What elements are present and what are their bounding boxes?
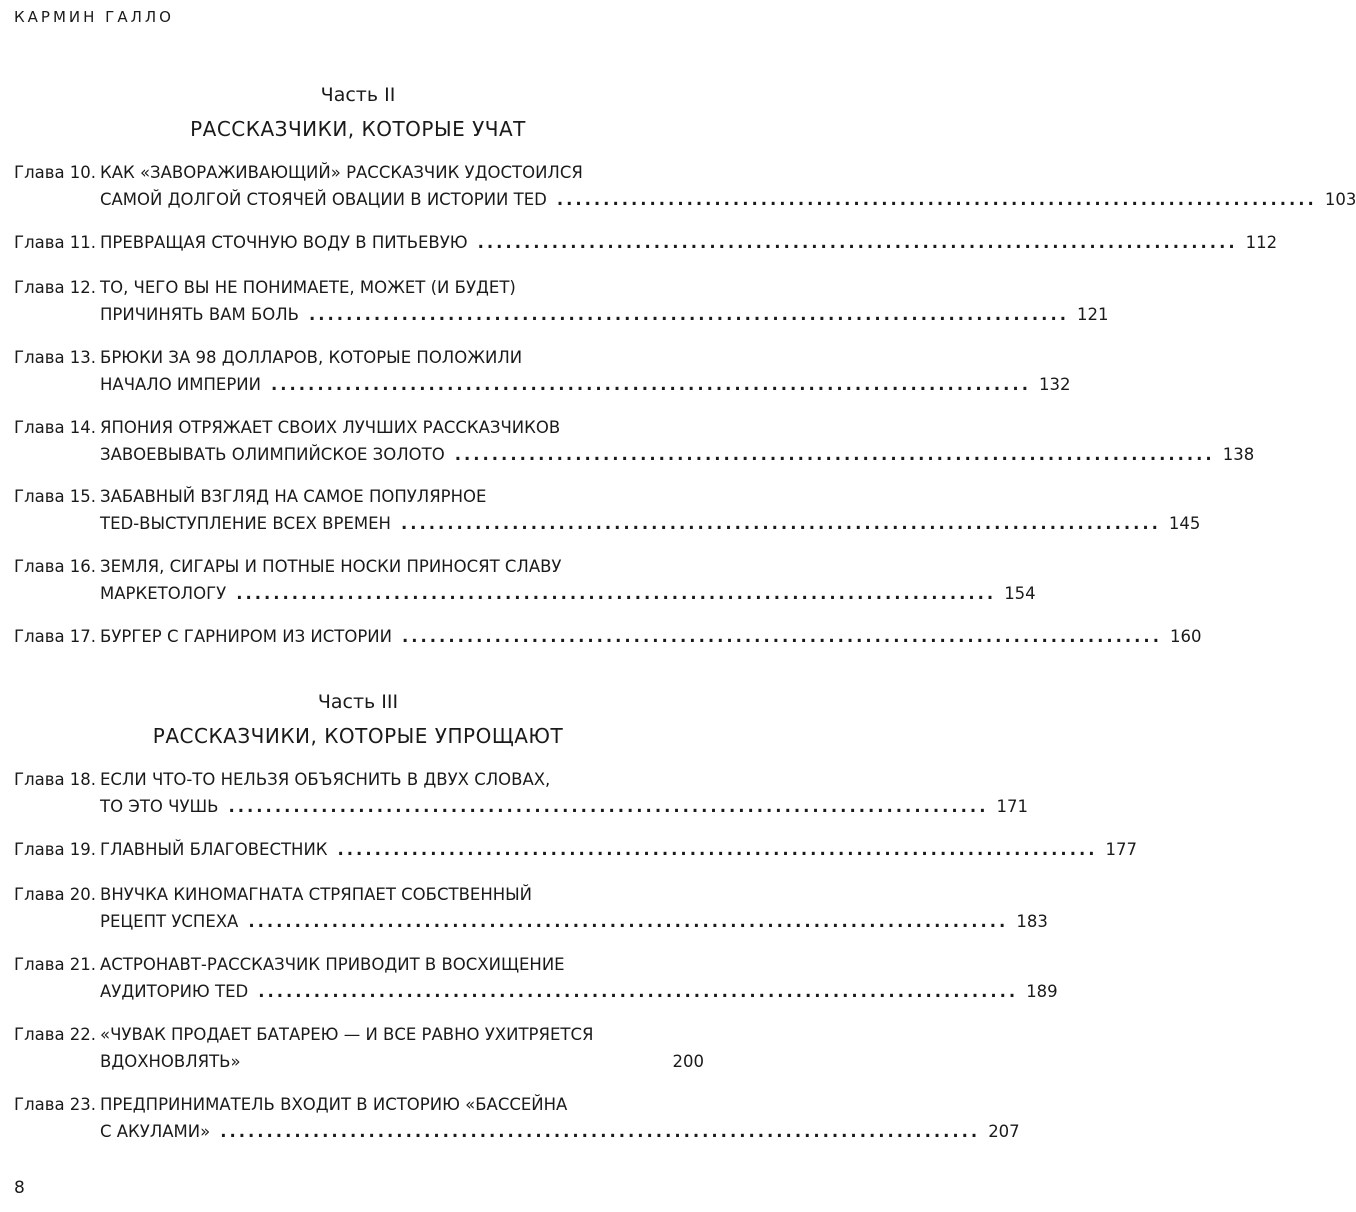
chapter-number: Глава 12. [14, 278, 97, 297]
page-number: 207 [988, 1122, 1020, 1141]
chapter-number: Глава 18. [14, 770, 97, 789]
chapter-number: Глава 22. [14, 1025, 97, 1044]
chapter-title-line: МАРКЕТОЛОГУ [100, 584, 227, 603]
page-number: 138 [1222, 445, 1255, 464]
chapter-title-line: ВНУЧКА КИНОМАГНАТА СТРЯПАЕТ СОБСТВЕННЫЙ [100, 885, 533, 904]
page-number: 189 [1026, 982, 1058, 1001]
dot-leader: .................................................................................. [400, 514, 1161, 533]
chapter-number: Глава 23. [14, 1095, 97, 1114]
chapter-title-line: РЕЦЕПТ УСПЕХА [100, 912, 239, 931]
chapter-number: Глава 11. [14, 233, 97, 252]
chapter-title-line: ЗЕМЛЯ, СИГАРЫ И ПОТНЫЕ НОСКИ ПРИНОСЯТ СЛАВУ [100, 557, 562, 576]
part-heading [0, 689, 716, 751]
chapter-title-line: ГЛАВНЫЙ БЛАГОВЕСТНИК [100, 840, 328, 859]
chapter-title-line: ТО, ЧЕГО ВЫ НЕ ПОНИМАЕТЕ, МОЖЕТ (И БУДЕТ) [100, 278, 516, 297]
part-heading [0, 82, 716, 144]
chapter-title-line: АСТРОНАВТ-РАССКАЗЧИК ПРИВОДИТ В ВОСХИЩЕНИЕ [100, 955, 565, 974]
chapter-title-line: БРЮКИ ЗА 98 ДОЛЛАРОВ, КОТОРЫЕ ПОЛОЖИЛИ [100, 348, 523, 367]
page-number: 132 [1038, 375, 1071, 394]
chapter-number: Глава 14. [14, 418, 97, 437]
chapter-number: Глава 10. [14, 163, 97, 182]
chapter-number: Глава 15. [14, 487, 97, 506]
chapter-title-line: С АКУЛАМИ» [100, 1122, 211, 1141]
chapter-title-line: ЗАБАВНЫЙ ВЗГЛЯД НА САМОЕ ПОПУЛЯРНОЕ [100, 487, 487, 506]
chapter-title-line: ЯПОНИЯ ОТРЯЖАЕТ СВОИХ ЛУЧШИХ РАССКАЗЧИКОВ [100, 418, 561, 437]
dot-leader: .................................................................................. [270, 375, 1031, 394]
chapter-title-line: АУДИТОРИЮ TED [100, 982, 249, 1001]
running-head: КАРМИН ГАЛЛО [14, 8, 174, 26]
chapter-title-line: ПРЕВРАЩАЯ СТОЧНУЮ ВОДУ В ПИТЬЕВУЮ [100, 233, 468, 252]
dot-leader: .................................................................................. [556, 190, 1317, 209]
chapter-title-line: НАЧАЛО ИМПЕРИИ [100, 375, 261, 394]
chapter-title-line: ЗАВОЕВЫВАТЬ ОЛИМПИЙСКОЕ ЗОЛОТО [100, 445, 445, 464]
page-number: 183 [1016, 912, 1048, 931]
part-title: РАССКАЗЧИКИ, КОТОРЫЕ УЧАТ [190, 117, 526, 141]
chapter-title-line: ПРИЧИНЯТЬ ВАМ БОЛЬ [100, 305, 299, 324]
page-number: 145 [1168, 514, 1201, 533]
page-number: 160 [1169, 627, 1202, 646]
part-label: Часть II [320, 84, 396, 106]
chapter-number: Глава 13. [14, 348, 97, 367]
chapter-title-line: САМОЙ ДОЛГОЙ СТОЯЧЕЙ ОВАЦИИ В ИСТОРИИ TED [100, 190, 547, 209]
part-title: РАССКАЗЧИКИ, КОТОРЫЕ УПРОЩАЮТ [152, 724, 564, 748]
chapter-title-line: TED-ВЫСТУПЛЕНИЕ ВСЕХ ВРЕМЕН [100, 514, 391, 533]
chapter-number: Глава 16. [14, 557, 97, 576]
chapter-number: Глава 20. [14, 885, 97, 904]
page-number: 200 [672, 1052, 704, 1071]
chapter-number: Глава 21. [14, 955, 97, 974]
dot-leader: .................................................................................. [248, 912, 1009, 931]
dot-leader: .................................................................................. [401, 627, 1162, 646]
chapter-number: Глава 19. [14, 840, 97, 859]
chapter-number: Глава 17. [14, 627, 97, 646]
dot-leader: .................................................................................. [228, 797, 989, 816]
page-number: 103 [1324, 190, 1356, 209]
chapter-title-line: ЕСЛИ ЧТО-ТО НЕЛЬЗЯ ОБЪЯСНИТЬ В ДВУХ СЛОВАХ, [100, 770, 551, 789]
chapter-title-line: ВДОХНОВЛЯТЬ» [100, 1052, 241, 1071]
dot-leader: .................................................................................. [258, 982, 1019, 1001]
page-number: 154 [1004, 584, 1036, 603]
chapter-title-line: «ЧУВАК ПРОДАЕТ БАТАРЕЮ — И ВСЕ РАВНО УХИТРЯЕТСЯ [100, 1025, 594, 1044]
dot-leader: .................................................................................. [309, 305, 1069, 324]
chapter-title-line: БУРГЕР С ГАРНИРОМ ИЗ ИСТОРИИ [100, 627, 392, 646]
page-number: 171 [996, 797, 1028, 816]
dot-leader: .................................................................................. [337, 840, 1098, 859]
page-folio: 8 [14, 1178, 25, 1198]
page-number: 112 [1245, 233, 1278, 252]
part-label: Часть III [317, 691, 399, 713]
chapter-title-line: КАК «ЗАВОРАЖИВАЮЩИЙ» РАССКАЗЧИК УДОСТОИЛСЯ [100, 163, 583, 182]
chapter-title-line: ПРЕДПРИНИМАТЕЛЬ ВХОДИТ В ИСТОРИЮ «БАССЕЙНА [100, 1095, 568, 1114]
page-number: 121 [1076, 305, 1109, 324]
page-number: 177 [1105, 840, 1137, 859]
dot-leader: .................................................................................. [477, 233, 1238, 252]
dot-leader: .................................................................................. [454, 445, 1215, 464]
chapter-title-line: ТО ЭТО ЧУШЬ [100, 797, 219, 816]
dot-leader: .................................................................................. [220, 1122, 981, 1141]
dot-leader: .................................................................................. [236, 584, 997, 603]
